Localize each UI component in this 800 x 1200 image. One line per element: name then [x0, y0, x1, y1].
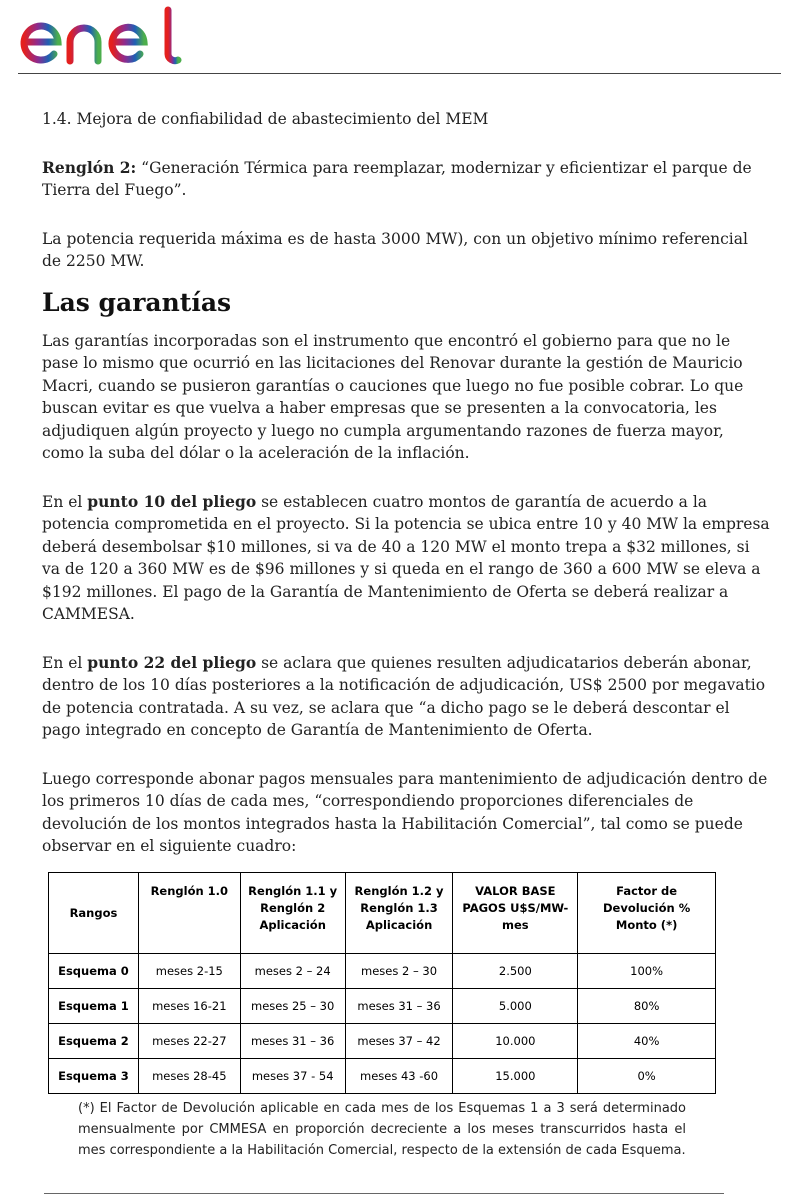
article-body	[42, 108, 770, 858]
table-cell: 40%	[578, 1024, 716, 1059]
table-cell: 0%	[578, 1059, 716, 1094]
table-cell: 5.000	[453, 989, 578, 1024]
table-row	[49, 954, 716, 989]
punto-22-pre: En el	[42, 653, 88, 672]
table-cell: meses 25 – 30	[240, 989, 345, 1024]
table-header-cell: Factor de Devolución % Monto (*)	[578, 873, 716, 954]
table-cell: meses 37 - 54	[240, 1059, 345, 1094]
punto-10-label: punto 10 del pliego	[87, 491, 257, 511]
table-cell: Esquema 2	[49, 1024, 139, 1059]
table-cell: meses 22-27	[138, 1024, 240, 1059]
table-cell: 80%	[578, 989, 716, 1024]
punto-10-paragraph	[42, 491, 770, 626]
table-cell: meses 31 – 36	[240, 1024, 345, 1059]
table-cell: Esquema 0	[49, 954, 139, 989]
punto-22-paragraph	[42, 652, 770, 742]
table-header-cell: Renglón 1.2 y Renglón 1.3 Aplicación	[345, 873, 453, 954]
enel-logo	[18, 4, 188, 68]
guarantees-paragraph: Las garantías incorporadas son el instrumento que encontró el gobierno para que no le pase lo mismo que ocurrió en las licitaciones del Renovar durante la gestión de Mauricio Macri, cuando se pusieron garantías o cauciones que luego no fue posible cobrar. Lo que buscan evitar es que vuelva a haber empresas que se presenten a la convocatoria, les adjudiquen algún proyecto y luego no cumpla argumentando razones de fuerza mayor, como la suba del dólar o la aceleración de la inflación.	[42, 331, 744, 462]
header-rule	[18, 73, 781, 74]
table-header-cell: VALOR BASE PAGOS U$S/MW-mes	[453, 873, 578, 954]
table-footnote: (*) El Factor de Devolución aplicable en cada mes de los Esquemas 1 a 3 será determinado mensualmente por CMMESA en proporción decreciente a los meses transcurridos hasta el mes correspondiente a la Habilitación Comercial, respecto de la extensión de cada Esquema.	[78, 1101, 686, 1158]
payment-schemes-table	[48, 872, 716, 1094]
power-paragraph: La potencia requerida máxima es de hasta 3000 MW), con un objetivo mínimo referencial de 2250 MW.	[42, 229, 748, 270]
table-header-row	[49, 873, 716, 954]
table-cell: meses 28-45	[138, 1059, 240, 1094]
table-cell: meses 16-21	[138, 989, 240, 1024]
table-row	[49, 1024, 716, 1059]
table-cell: Esquema 3	[49, 1059, 139, 1094]
table-header-cell: Renglón 1.1 y Renglón 2 Aplicación	[240, 873, 345, 954]
monthly-payments-paragraph: Luego corresponde abonar pagos mensuales para mantenimiento de adjudicación dentro de los primeros 10 días de cada mes, “correspondiendo proporciones diferenciales de devolución de los montos integrados hasta la Habilitación Comercial”, tal como se puede observar en el siguiente cuadro:	[42, 769, 768, 855]
table-header-cell: Rangos	[49, 873, 139, 954]
table-cell: meses 2 – 24	[240, 954, 345, 989]
footer-rule	[44, 1193, 724, 1194]
table-row	[49, 989, 716, 1024]
table-cell: meses 31 – 36	[345, 989, 453, 1024]
table-row	[49, 1059, 716, 1094]
punto-10-pre: En el	[42, 492, 88, 511]
punto-22-label: punto 22 del pliego	[87, 652, 257, 672]
table-cell: 100%	[578, 954, 716, 989]
table-cell: meses 2-15	[138, 954, 240, 989]
table-cell: 15.000	[453, 1059, 578, 1094]
table-cell: meses 37 – 42	[345, 1024, 453, 1059]
renglon-2-paragraph	[42, 157, 770, 202]
renglon-2-label: Renglón 2:	[42, 157, 137, 177]
punto-10-text: se establecen cuatro montos de garantía de acuerdo a la potencia comprometida en el proyecto. Si la potencia se ubica entre 10 y 40 MW la empresa deberá desembolsar $10 millones, si va de 40 a 120 MW el monto trepa a $32 millones, si va de 120 a 360 MW es de $96 millones y si queda en el rango de 360 a 600 MW se eleva a $192 millones. El pago de la Garantía de Mantenimiento de Oferta se deberá realizar a CAMMESA.	[42, 492, 770, 623]
table-cell: meses 2 – 30	[345, 954, 453, 989]
renglon-2-text: “Generación Térmica para reemplazar, modernizar y eficientizar el parque de Tierra del Fuego”.	[42, 158, 752, 199]
punto-22-text: se aclara que quienes resulten adjudicatarios deberán abonar, dentro de los 10 días posteriores a la notificación de adjudicación, US$ 2500 por megavatio de potencia contratada. A su vez, se aclara que “a dicho pago se le deberá descontar el pago integrado en concepto de Garantía de Mantenimiento de Oferta.	[42, 653, 766, 739]
table-cell: 10.000	[453, 1024, 578, 1059]
table-cell: meses 43 -60	[345, 1059, 453, 1094]
section-line: 1.4. Mejora de confiabilidad de abastecimiento del MEM	[42, 110, 489, 128]
section-heading: Las garantías	[42, 287, 232, 317]
table-cell: Esquema 1	[49, 989, 139, 1024]
table-header-cell: Renglón 1.0	[138, 873, 240, 954]
table-cell: 2.500	[453, 954, 578, 989]
